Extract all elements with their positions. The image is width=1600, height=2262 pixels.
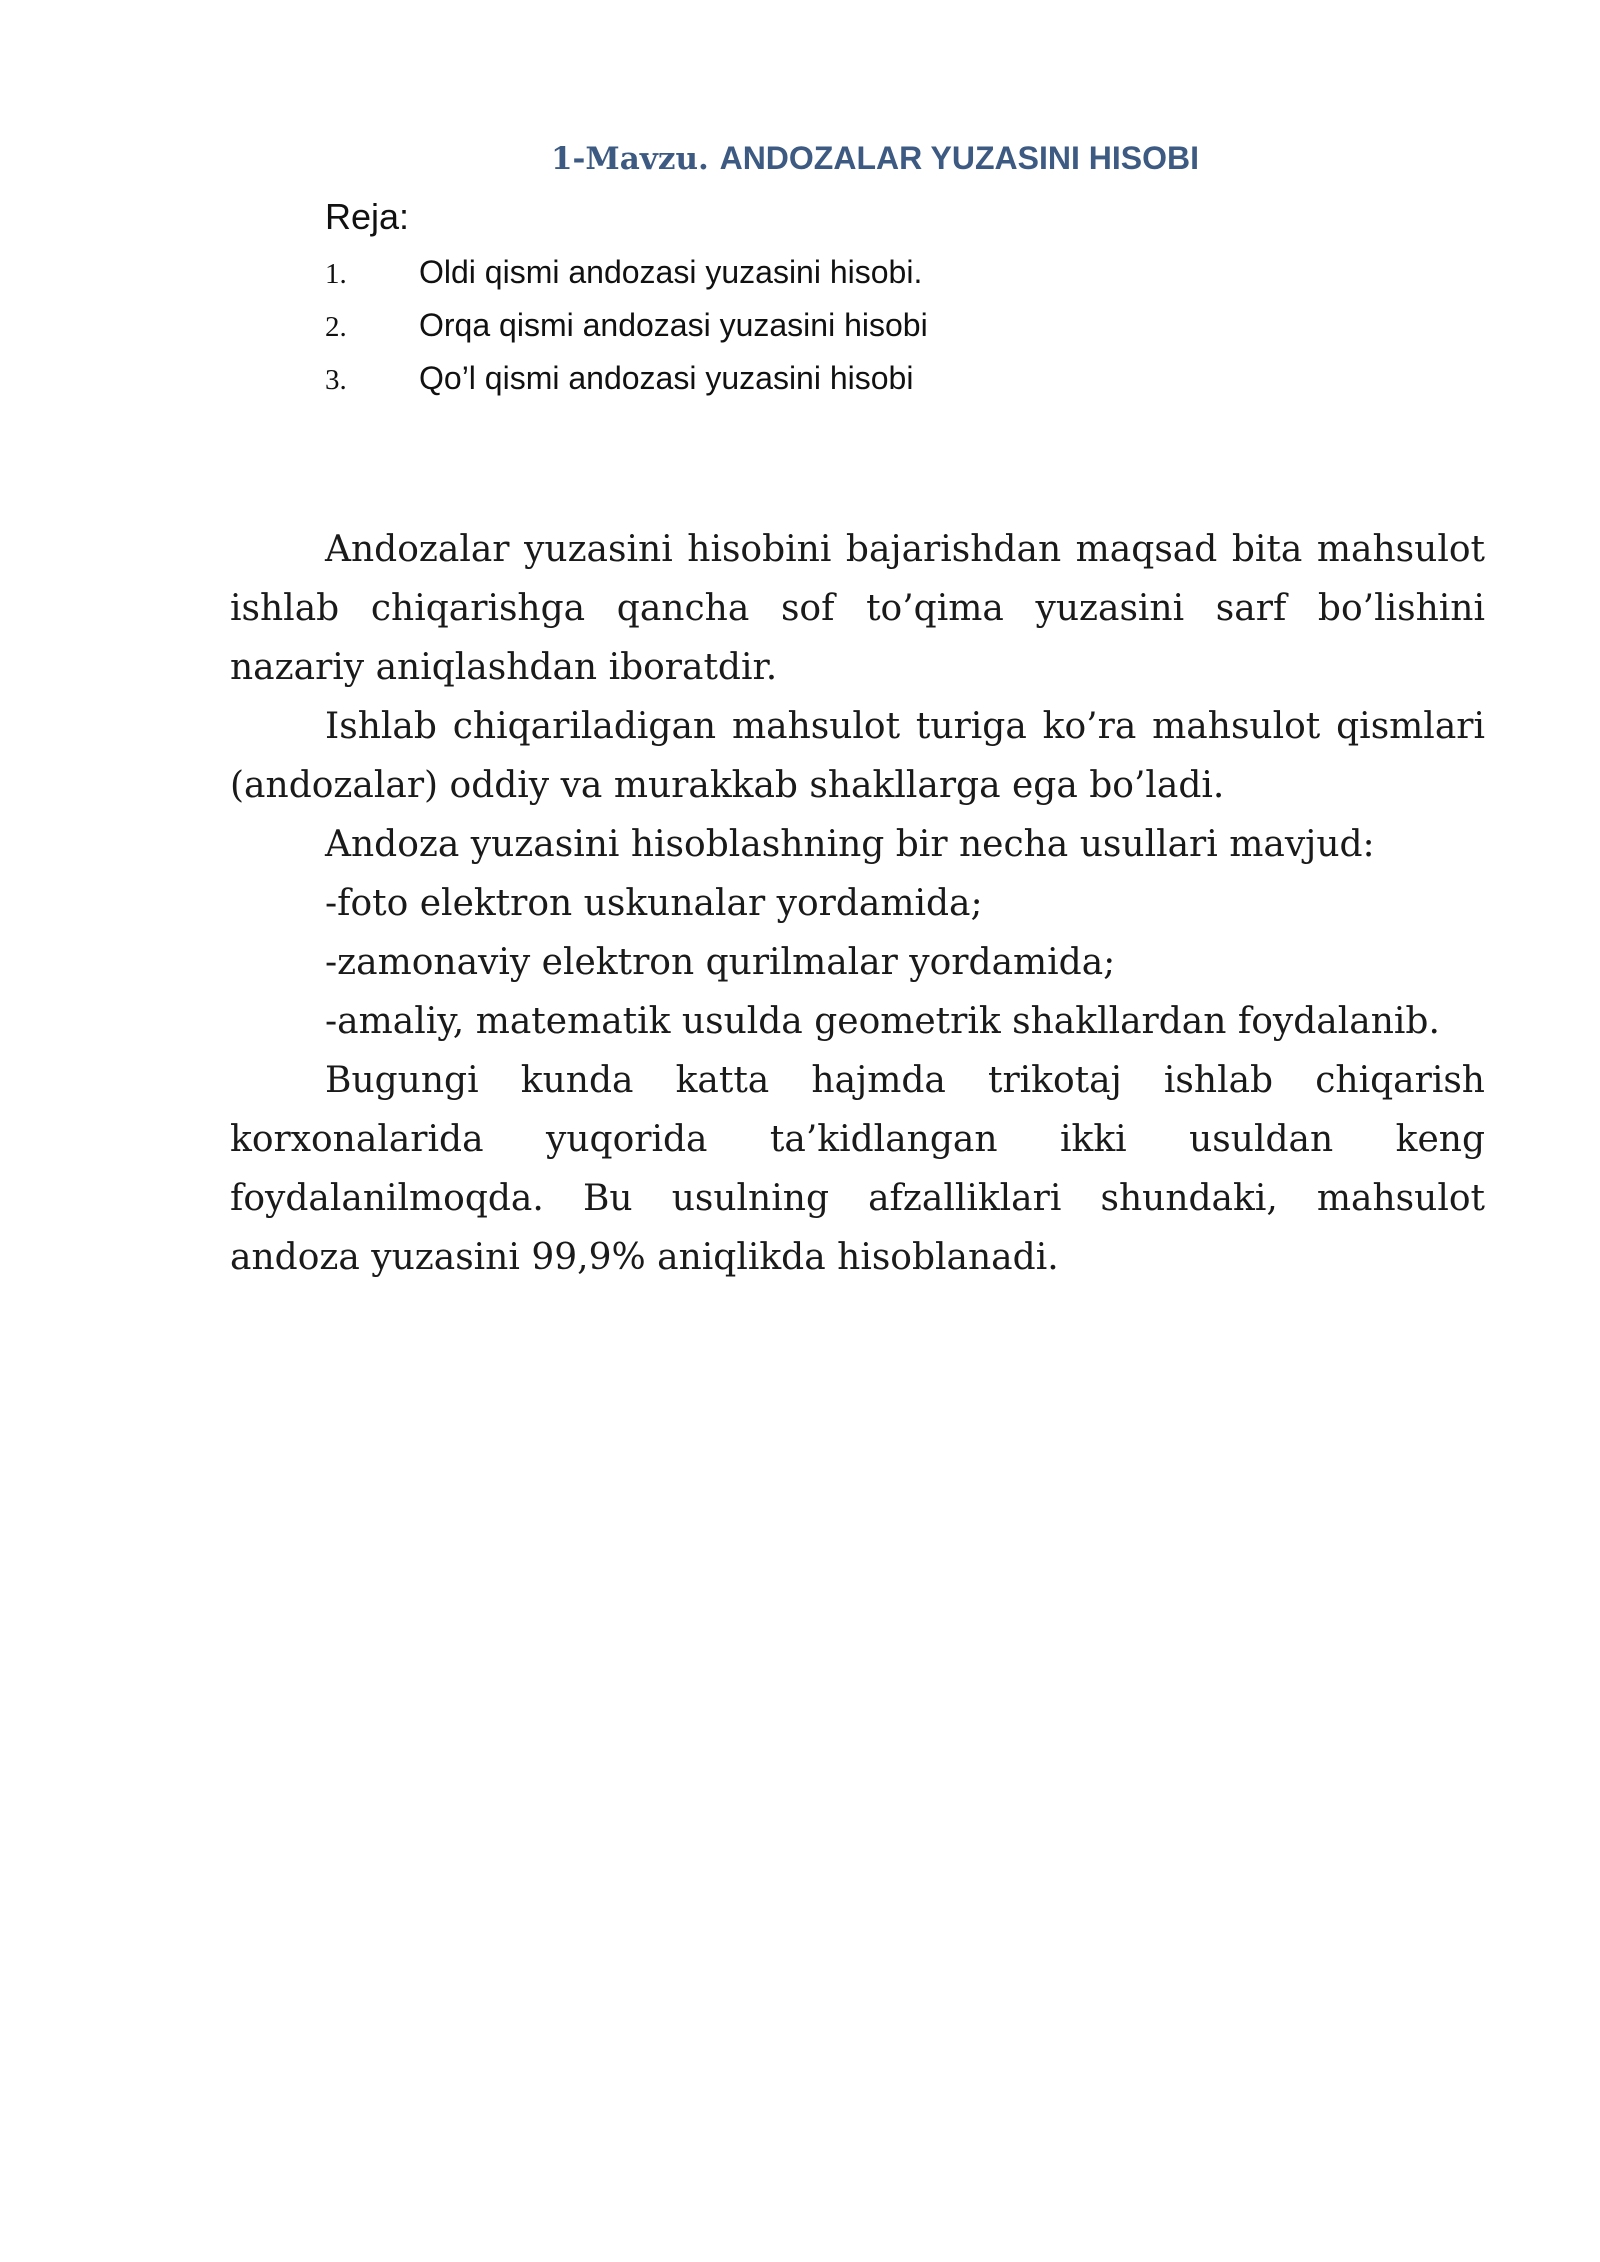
title-prefix: 1-Mavzu.: [550, 141, 709, 177]
plan-item: [325, 250, 1225, 303]
paragraph-purpose: Andozalar yuzasini hisobini bajarishdan maqsad bita mahsulot ishlab chiqarishga qancha sof to’qima yuzasini sarf bo’lishini nazariy aniqlashdan iboratdir.: [230, 529, 1485, 688]
paragraph-methods-intro: Andoza yuzasini hisoblashning bir necha usullari mavjud:: [325, 824, 1375, 865]
plan-item-text: Orqa qismi andozasi yuzasini hisobi: [419, 307, 928, 343]
title-main: ANDOZALAR YUZASINI HISOBI: [719, 140, 1199, 176]
plan-item-number: 1.: [325, 258, 347, 290]
plan-item-number: 2.: [325, 311, 347, 343]
plan-item-text: Oldi qismi andozasi yuzasini hisobi.: [419, 254, 923, 290]
plan-list: [325, 250, 1225, 409]
plan-item: [325, 303, 1225, 356]
page-title: [230, 138, 1520, 179]
paragraph-product-parts: Ishlab chiqariladigan mahsulot turiga ko’ra mahsulot qismlari (andozalar) oddiy va murakkab shakllarga ega bo’ladi.: [230, 706, 1485, 806]
body-text: [230, 520, 1485, 1287]
method-item-photo: -foto elektron uskunalar yordamida;: [325, 883, 983, 924]
plan-label: Reja:: [325, 196, 410, 237]
method-item-mathematical: -amaliy, matematik usulda geometrik shakllardan foydalanib.: [325, 1001, 1440, 1042]
plan-item: [325, 356, 1225, 409]
method-item-electronic: -zamonaviy elektron qurilmalar yordamida;: [325, 942, 1116, 983]
plan-item-number: 3.: [325, 364, 347, 396]
plan-item-text: Qo’l qismi andozasi yuzasini hisobi: [419, 360, 914, 396]
paragraph-conclusion: Bugungi kunda katta hajmda trikotaj ishlab chiqarish korxonalarida yuqorida ta’kidlangan ikki usuldan keng foydalanilmoqda. Bu usulning afzalliklari shundaki, mahsulot andoza yuzasini 99,9% aniqlikda hisoblanadi.: [230, 1060, 1485, 1278]
